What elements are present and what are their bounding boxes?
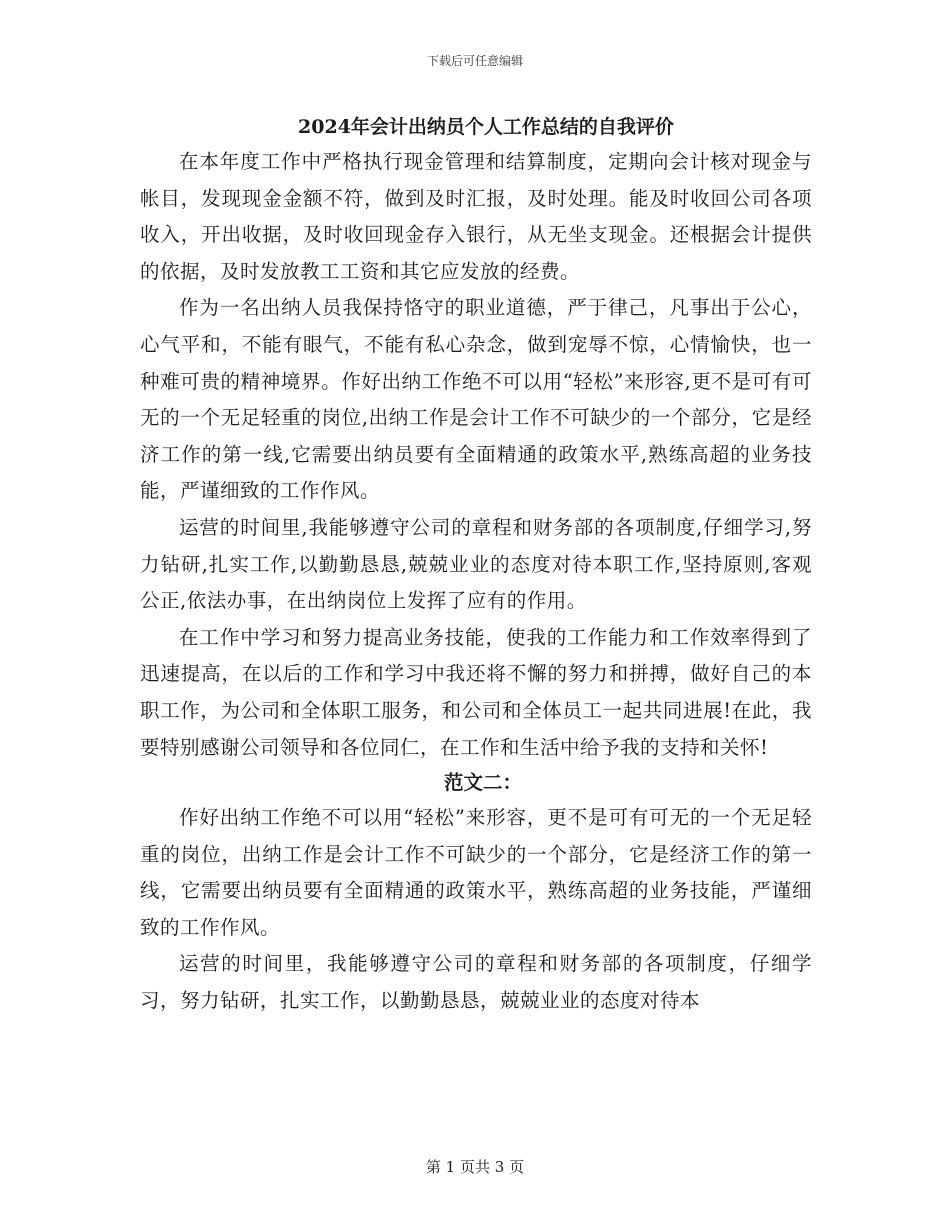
section-2-paragraph-2: 运营的时间里，我能够遵守公司的章程和财务部的各项制度，仔细学习，努力钻研，扎实工作，以勤勤恳恳，兢兢业业的态度对待本	[140, 952, 812, 1013]
paragraph-4: 在工作中学习和努力提高业务技能，使我的工作能力和工作效率得到了迅速提高，在以后的工作和学习中我还将不懈的努力和拼搏，做好自己的本职工作，为公司和全体职工服务，和公司和全体员工一起共同进展!在此，我要特别感谢公司领导和各位同仁，在工作和生活中给予我的支持和关怀!	[140, 625, 812, 759]
document-content	[140, 110, 812, 1020]
section-2-title: 范文二：	[443, 771, 522, 795]
page-number: 第 1 页共 3 页	[425, 1158, 525, 1176]
paragraph-3: 运营的时间里,我能够遵守公司的章程和财务部的各项制度,仔细学习,努力钻研,扎实工作,以勤勤恳恳,兢兢业业的态度对待本职工作,坚持原则,客观公正,依法办事，在出纳岗位上发挥了应有的作用。	[140, 515, 812, 613]
section-2-paragraph-1: 作好出纳工作绝不可以用“轻松”来形容，更不是可有可无的一个无足轻重的岗位，出纳工作是会计工作不可缺少的一个部分，它是经济工作的第一线，它需要出纳员要有全面精通的政策水平，熟练高超的业务技能，严谨细致的工作作风。	[140, 806, 812, 939]
header-note: 下载后可任意编辑	[426, 54, 523, 68]
paragraph-1: 在本年度工作中严格执行现金管理和结算制度，定期向会计核对现金与帐目，发现现金金额不符，做到及时汇报，及时处理。能及时收回公司各项收入，开出收据，及时收回现金存入银行，从无坐支现金。还根据会计提供的依据，及时发放教工工资和其它应发放的经费。	[140, 150, 812, 283]
document-title: 2024年会计出纳员个人工作总结的自我评价	[298, 116, 674, 138]
paragraph-2: 作为一名出纳人员我保持恪守的职业道德，严于律己，凡事出于公心，心气平和，不能有眼气，不能有私心杂念，做到宠辱不惊，心情愉快，也一种难可贵的精神境界。作好出纳工作绝不可以用“轻松”来形容,更不是可有可无的一个无足轻重的岗位,出纳工作是会计工作不可缺少的一个部分，它是经济工作的第一线,它需要出纳员要有全面精通的政策水平,熟练高超的业务技能，严谨细致的工作作风。	[140, 296, 812, 503]
